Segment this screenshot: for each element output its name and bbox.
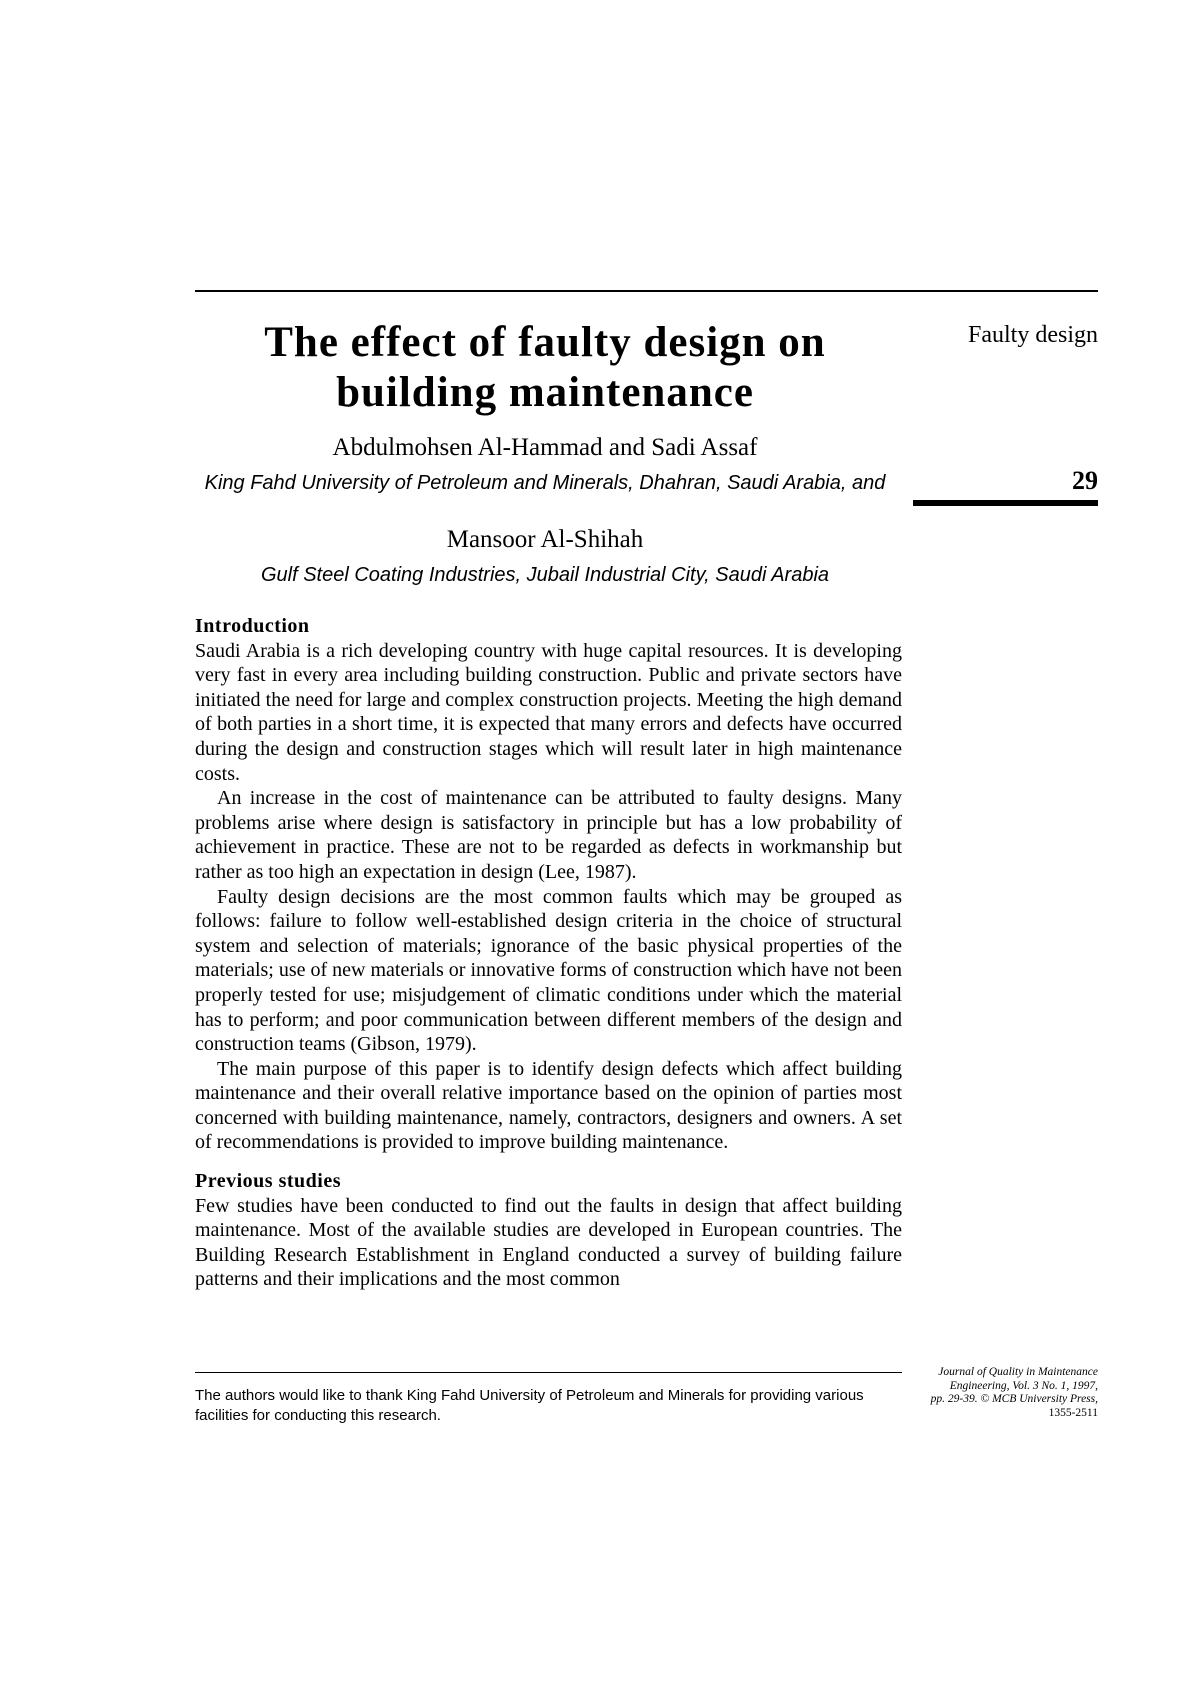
journal-line: pp. 29-39. © MCB University Press, xyxy=(930,1393,1098,1405)
paragraph: Faulty design decisions are the most common faults which may be grouped as follows: failure to follow well-established design criteria in the choice of structural system and selection of materials; ignorance of the basic physical properties of the materials; use of new materials or innovative forms of construction which have not been properly tested for use; misjudgement of climatic conditions under which the material has to perform; and poor communication between different members of the design and construction teams (Gibson, 1979). xyxy=(195,885,903,1056)
section-heading-introduction: Introduction xyxy=(195,615,310,637)
affiliation-secondary: Gulf Steel Coating Industries, Jubail Industrial City, Saudi Arabia xyxy=(260,564,830,586)
page-number: 29 xyxy=(1072,466,1098,495)
journal-line: Journal of Quality in Maintenance xyxy=(938,1366,1098,1378)
section-heading-previous-studies: Previous studies xyxy=(195,1170,341,1193)
top-rule xyxy=(195,290,1098,292)
authors-primary: Abdulmohsen Al-Hammad and Sadi Assaf xyxy=(332,434,758,461)
journal-line: 1355-2511 xyxy=(1048,1406,1098,1419)
footnote: The authors would like to thank King Fahd University of Petroleum and Minerals for providing various facilities for conducting this research. xyxy=(195,1387,864,1424)
journal-line: Engineering, Vol. 3 No. 1, 1997, xyxy=(949,1379,1098,1392)
body-text xyxy=(195,614,902,1292)
journal-citation xyxy=(908,1366,1098,1420)
footnote-rule xyxy=(195,1372,902,1373)
side-rule xyxy=(913,500,1098,506)
affiliation-primary: King Fahd University of Petroleum and Minerals, Dhahran, Saudi Arabia, and xyxy=(204,472,886,494)
paragraph: Saudi Arabia is a rich developing country with huge capital resources. It is developing very fast in every area including building construction. Public and private sectors have initiated the need for large and complex construction projects. Meeting the high demand of both parties in a short time, it is expected that many errors and defects have occurred during the design and construction stages which will result later in high maintenance costs. xyxy=(195,639,902,785)
paragraph: An increase in the cost of maintenance can be attributed to faulty designs. Many problems arise where design is satisfactory in principle but has a low probability of achievement in practice. These are not to be regarded as defects in workmanship but rather as too high an expectation in design (Lee, 1987). xyxy=(195,787,902,883)
running-head: Faulty design xyxy=(968,322,1098,348)
paragraph: The main purpose of this paper is to identify design defects which affect building maintenance and their overall relative importance based on the opinion of parties most concerned with building maintenance, namely, contractors, designers and owners. A set of recommendations is provided to improve building maintenance. xyxy=(195,1057,902,1154)
paper-title: The effect of faulty design on building maintenance xyxy=(264,319,826,416)
paragraph: Few studies have been conducted to find out the faults in design that affect building maintenance. Most of the available studies are developed in European countries. The Building Research Establishment in England conducted a survey of building failure patterns and their implications and the most common xyxy=(195,1194,902,1291)
authors-secondary: Mansoor Al-Shihah xyxy=(446,526,644,553)
